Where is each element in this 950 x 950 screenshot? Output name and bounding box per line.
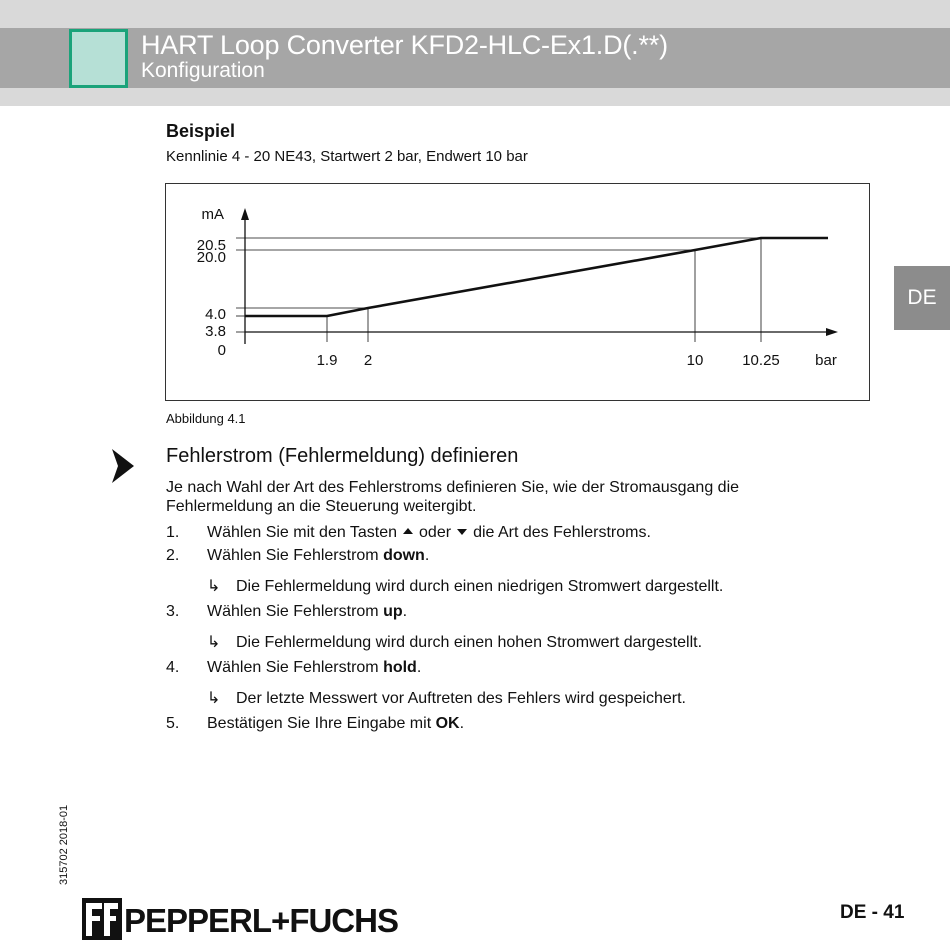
y-tick-label: 0 [217, 342, 226, 359]
step-keyword: up [383, 603, 403, 620]
step-keyword: OK [435, 715, 460, 732]
step-number: 5. [166, 715, 180, 732]
brand-name: PEPPERL+FUCHS [124, 902, 398, 939]
step-text-post: . [424, 547, 430, 564]
language-tab: DE [894, 266, 950, 330]
page-number: DE - 41 [840, 902, 905, 923]
step-text [207, 524, 651, 542]
step-text-pre: Wählen Sie Fehlerstrom [207, 547, 384, 564]
step-number: 1. [166, 524, 180, 541]
y-tick-label: 4.0 [205, 306, 226, 323]
y-tick-label: 20.5 [196, 237, 226, 254]
header-bottom-band [0, 88, 950, 106]
page-title: HART Loop Converter KFD2-HLC-Ex1.D(.**) [141, 30, 668, 60]
step-text [207, 603, 407, 621]
example-description: Kennlinie 4 - 20 NE43, Startwert 2 bar, Endwert 10 bar [166, 148, 528, 165]
example-heading: Beispiel [166, 121, 236, 141]
page-subtitle: Konfiguration [141, 59, 265, 82]
result-text: Die Fehlermeldung wird durch einen hohen Stromwert dargestellt. [236, 634, 703, 651]
result-text: Der letzte Messwert vor Auftreten des Fehlers wird gespeichert. [236, 690, 686, 707]
characteristic-chart [165, 183, 870, 401]
y-tick-label: 20.0 [196, 249, 226, 266]
step-text-pre: Bestätigen Sie Ihre Eingabe mit [207, 715, 436, 732]
step-text-post: die Art des Fehlerstroms. [473, 524, 651, 541]
result-arrow-icon: ↳ [207, 578, 221, 595]
step-number: 2. [166, 547, 180, 564]
step-4-result [207, 688, 686, 708]
y-tick-label: 3.8 [205, 323, 226, 340]
step-text-mid: oder [419, 524, 452, 541]
y-axis-label: mA [201, 206, 224, 223]
step-text [207, 547, 429, 565]
section-intro: Je nach Wahl der Art des Fehlerstroms definieren Sie, wie der Stromausgang die Fehlermeldung an die Steuerung weitergibt. [166, 479, 740, 515]
figure-caption: Abbildung 4.1 [166, 411, 246, 426]
step-text-post: . [416, 659, 422, 676]
result-arrow-icon: ↳ [207, 690, 221, 707]
x-tick-label: 1.9 [316, 352, 338, 369]
step-number: 3. [166, 603, 180, 620]
step-keyword: hold [383, 659, 417, 676]
x-tick-label: 10 [686, 352, 704, 369]
pepperl-fuchs-logo-icon [82, 898, 122, 940]
step-text-pre: Wählen Sie Fehlerstrom [207, 603, 384, 620]
result-arrow-icon: ↳ [207, 634, 221, 651]
result-text: Die Fehlermeldung wird durch einen niedrigen Stromwert dargestellt. [236, 578, 724, 595]
step-number: 4. [166, 659, 180, 676]
x-axis-label: bar [815, 352, 837, 369]
y-axis-arrow [241, 208, 249, 220]
x-tick-label: 2 [363, 352, 373, 369]
step-2-result [207, 576, 723, 596]
step-text-post: . [402, 603, 408, 620]
step-text-pre: Wählen Sie Fehlerstrom [207, 659, 384, 676]
step-3-result [207, 632, 702, 652]
section-arrow-icon [110, 447, 136, 485]
x-axis-arrow [826, 328, 838, 336]
chart-svg [166, 184, 869, 400]
up-arrow-key-icon [403, 528, 413, 534]
step-text-pre: Wählen Sie mit den Tasten [207, 524, 398, 541]
step-text-post: . [459, 715, 465, 732]
step-keyword: down [383, 547, 425, 564]
header-top-band [0, 0, 950, 28]
x-tick-label: 10.25 [742, 352, 780, 369]
step-text [207, 715, 464, 733]
header-color-square [69, 29, 128, 88]
step-text [207, 659, 421, 677]
document-number: 315702 2018-01 [58, 804, 70, 885]
down-arrow-key-icon [457, 529, 467, 535]
section-heading: Fehlerstrom (Fehlermeldung) definieren [166, 445, 519, 467]
